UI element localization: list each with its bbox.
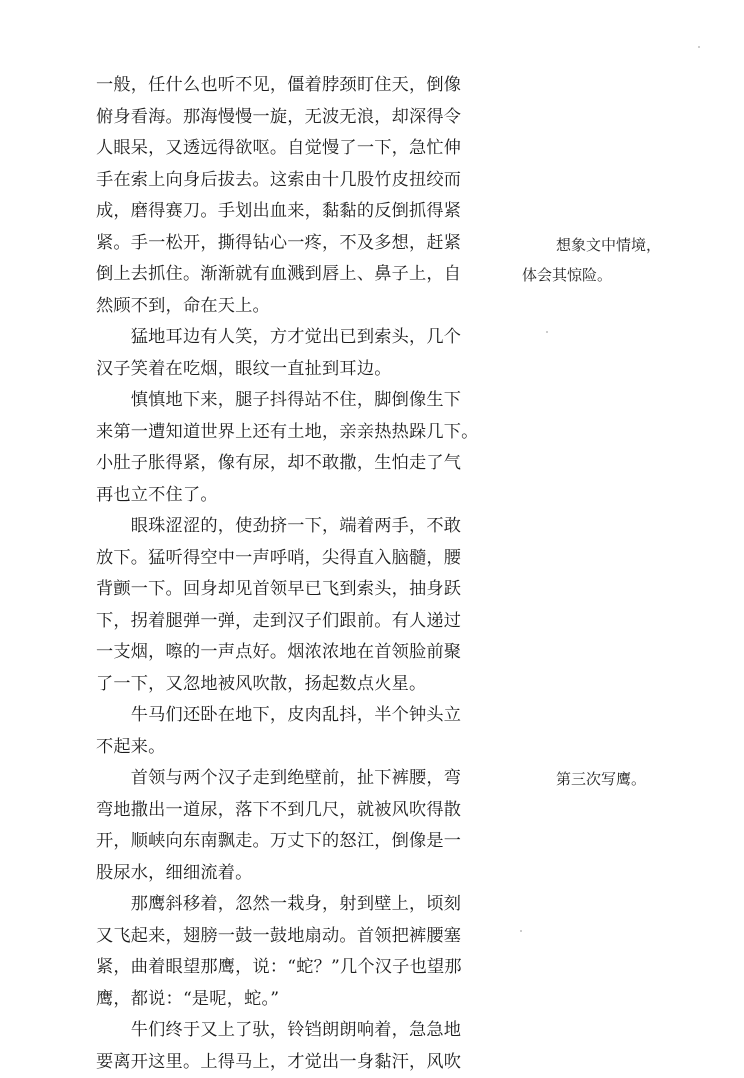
text-line: 下，拐着腿弹一弹，走到汉子们跟前。有人递过: [96, 606, 480, 638]
text-line: 不起来。: [96, 732, 480, 764]
margin-note-line: 体会其惊险。: [522, 260, 661, 290]
scan-speck: [520, 930, 522, 932]
text-line: 首领与两个汉子走到绝壁前，扯下裤腰，弯: [96, 763, 480, 795]
text-line: 慎慎地下来，腿子抖得站不住，脚倒像生下: [96, 385, 480, 417]
text-line: 一支烟，嚓的一声点好。烟浓浓地在首领脸前聚: [96, 637, 480, 669]
text-line: 手在索上向身后拔去。这索由十几股竹皮扭绞而: [96, 165, 480, 197]
text-line: 成，磨得赛刀。手划出血来，黏黏的反倒抓得紧: [96, 196, 480, 228]
text-line: 眼珠涩涩的，使劲挤一下，端着两手，不敢: [96, 511, 480, 543]
text-line: 要离开这里。上得马上，才觉出一身黏汗，风吹: [96, 1047, 480, 1078]
text-line: 汉子笑着在吃烟，眼纹一直扯到耳边。: [96, 354, 480, 386]
text-line: 再也立不住了。: [96, 480, 480, 512]
text-line: 鹰，都说：“是呢，蛇。”: [96, 984, 480, 1016]
margin-note-third-eagle: [556, 764, 646, 794]
text-line: 弯地撒出一道尿，落下不到几尺，就被风吹得散: [96, 795, 480, 827]
text-line: 然顾不到，命在天上。: [96, 291, 480, 323]
text-line: 紧，曲着眼望那鹰，说：“蛇？”几个汉子也望那: [96, 952, 480, 984]
text-line: 了一下，又忽地被风吹散，扬起数点火星。: [96, 669, 480, 701]
margin-note-line: 想象文中情境，: [522, 230, 661, 260]
text-line: 俯身看海。那海慢慢一旋，无波无浪，却深得令: [96, 102, 480, 134]
text-line: 人眼呆，又透远得欲呕。自觉慢了一下，急忙伸: [96, 133, 480, 165]
scan-speck: [698, 46, 700, 48]
text-line: 那鹰斜移着，忽然一栽身，射到壁上，顷刻: [96, 889, 480, 921]
text-line: 一般，任什么也听不见，僵着脖颈盯住天，倒像: [96, 70, 480, 102]
text-line: 背颤一下。回身却见首领早已飞到索头，抽身跃: [96, 574, 480, 606]
text-line: 开，顺峡向东南飘走。万丈下的怒江，倒像是一: [96, 826, 480, 858]
text-line: 又飞起来，翅膀一鼓一鼓地扇动。首领把裤腰塞: [96, 921, 480, 953]
text-line: 牛们终于又上了驮，铃铛朗朗响着，急急地: [96, 1015, 480, 1047]
text-line: 牛马们还卧在地下，皮肉乱抖，半个钟头立: [96, 700, 480, 732]
margin-note-line: 第三次写鹰。: [556, 764, 646, 794]
text-line: 来第一遭知道世界上还有土地，亲亲热热跺几下。: [96, 417, 480, 449]
scan-speck: [546, 331, 548, 333]
text-line: 倒上去抓住。渐渐就有血溅到唇上、鼻子上，自: [96, 259, 480, 291]
text-line: 猛地耳边有人笑，方才觉出已到索头，几个: [96, 322, 480, 354]
body-text: [96, 70, 480, 1078]
margin-note-imagine-scene: [522, 230, 661, 290]
text-line: 紧。手一松开，撕得钻心一疼，不及多想，赶紧: [96, 228, 480, 260]
text-line: 放下。猛听得空中一声呼哨，尖得直入脑髓，腰: [96, 543, 480, 575]
text-line: 股尿水，细细流着。: [96, 858, 480, 890]
text-line: 小肚子胀得紧，像有尿，却不敢撒，生怕走了气: [96, 448, 480, 480]
